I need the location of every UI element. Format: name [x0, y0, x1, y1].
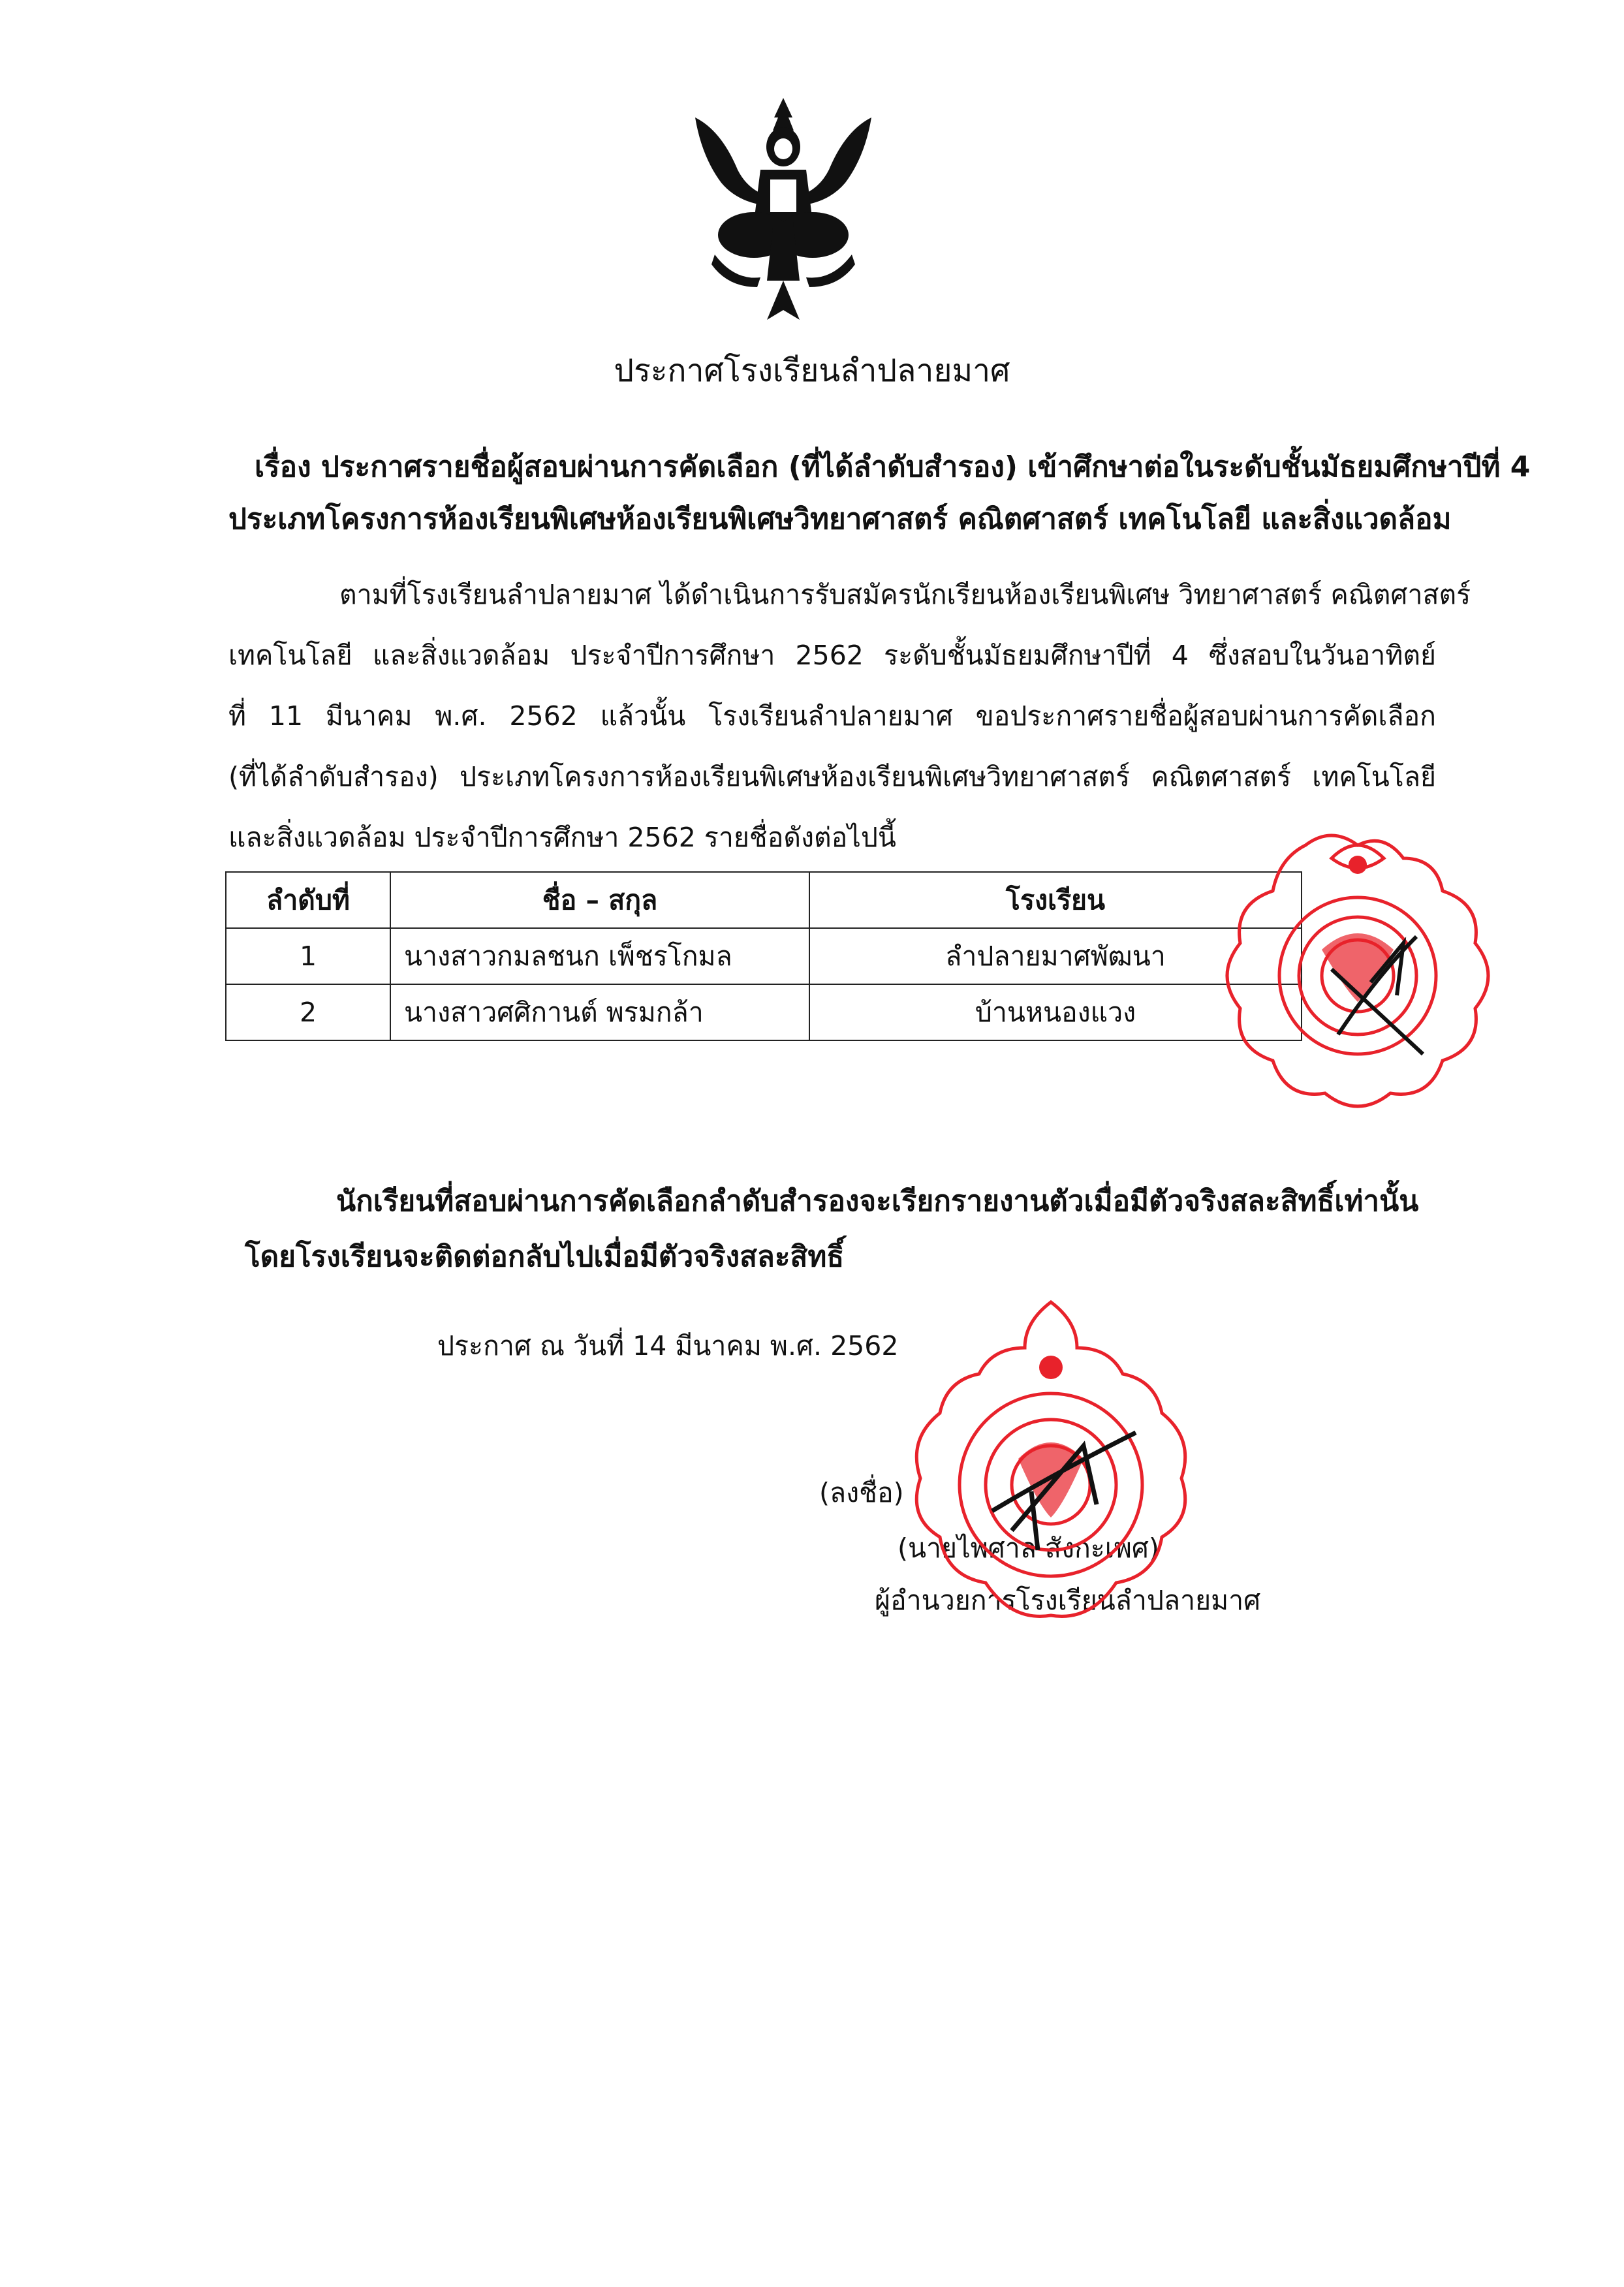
director-seal-icon	[881, 1296, 1221, 1635]
cell-school: บ้านหนองแวง	[809, 984, 1302, 1040]
subject-line-2: ประเภทโครงการห้องเรียนพิเศษห้องเรียนพิเศษวิทยาศาสตร์ คณิตศาสตร์ เทคโนโลยี และสิ่งแวดล้อม	[228, 503, 1452, 536]
body-line-5: และสิ่งแวดล้อม ประจำปีการศึกษา 2562 รายชื่อดังต่อไปนี้	[228, 822, 896, 853]
header-school: โรงเรียน	[809, 872, 1302, 928]
body-line-2: เทคโนโลยี และสิ่งแวดล้อม ประจำปีการศึกษา 2562 ระดับชั้นมัธยมศึกษาปีที่ 4 ซึ่งสอบในวันอาทิตย์	[228, 640, 1436, 671]
body-line-1: ตามที่โรงเรียนลำปลายมาศ ได้ดำเนินการรับสมัครนักเรียนห้องเรียนพิเศษ วิทยาศาสตร์ คณิตศาสตร์	[339, 579, 1471, 610]
cell-school: ลำปลายมาศพัฒนา	[809, 928, 1302, 984]
body-line-3: ที่ 11 มีนาคม พ.ศ. 2562 แล้วนั้น โรงเรียนลำปลายมาศ ขอประกาศรายชื่อผู้สอบผ่านการคัดเลือก	[228, 700, 1436, 732]
body-line-4: (ที่ได้ลำดับสำรอง) ประเภทโครงการห้องเรียนพิเศษห้องเรียนพิเศษวิทยาศาสตร์ คณิตศาสตร์ เทคโนโลยี	[228, 761, 1436, 792]
table-row	[226, 928, 1302, 984]
signature-label: (ลงชื่อ)	[819, 1477, 904, 1508]
header-name: ชื่อ – สกุล	[390, 872, 809, 928]
header-rank: ลำดับที่	[226, 872, 390, 928]
note-line-1: นักเรียนที่สอบผ่านการคัดเลือกลำดับสำรองจะเรียกรายงานตัวเมื่อมีตัวจริงสละสิทธิ์เท่านั้น	[336, 1185, 1419, 1218]
page-title: ประกาศโรงเรียนลำปลายมาศ	[614, 352, 1010, 389]
table-header-row	[226, 872, 1302, 928]
signatory-position: ผู้อำนวยการโรงเรียนลำปลายมาศ	[875, 1585, 1261, 1616]
cell-rank: 2	[226, 984, 390, 1040]
announce-date: ประกาศ ณ วันที่ 14 มีนาคม พ.ศ. 2562	[437, 1330, 899, 1361]
table-row	[226, 984, 1302, 1040]
cell-rank: 1	[226, 928, 390, 984]
subject-line-1: เรื่อง ประกาศรายชื่อผู้สอบผ่านการคัดเลือก (ที่ได้ลำดับสำรอง) เข้าศึกษาต่อในระดับชั้นมัธยมศึกษาปีที่ 4	[255, 450, 1531, 484]
results-table	[225, 871, 1302, 1041]
signatory-name: (นายไพศาล สังกะเพศ)	[898, 1532, 1159, 1564]
cell-name: นางสาวกมลชนก เพ็ชรโกมล	[390, 928, 809, 984]
garuda-emblem-icon	[676, 91, 891, 326]
cell-name: นางสาวศศิกานต์ พรมกล้า	[390, 984, 809, 1040]
note-line-2: โดยโรงเรียนจะติดต่อกลับไปเมื่อมีตัวจริงสละสิทธิ์	[245, 1240, 845, 1273]
school-seal-icon	[1208, 819, 1573, 1132]
